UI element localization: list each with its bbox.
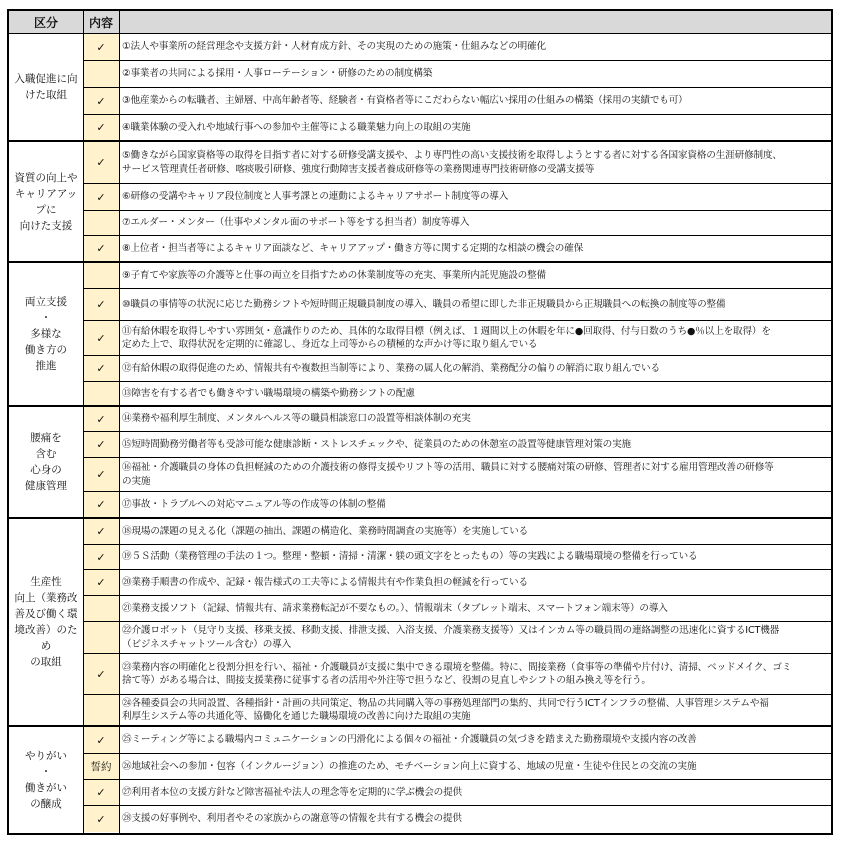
category-label: 生産性 向上（業務改 善及び働く環 境改善）のた め の取組 — [14, 576, 78, 668]
check-cell: ✓ — [83, 545, 119, 569]
check-cell: ✓ — [83, 407, 119, 431]
category-label: 腰痛を 含む 心身の 健康管理 — [25, 432, 67, 492]
measure-text: ⑰事故・トラブルへの対応マニュアル等の作成等の体制の整備 — [122, 498, 386, 510]
check-cell: ✓ — [83, 236, 119, 261]
measure-text: ③他産業からの転職者、主婦層、中高年齢者等、経験者・有資格者等にこだわらない幅広い採用の仕組みの構築（採用の実績でも可） — [122, 95, 688, 107]
measure-text: ㉔各種委員会の共同設置、各種指針・計画の共同策定、物品の共同購入等の事務処理部門の集約、共同で行うICTインフラの整備、人事管理システムや福 利厚生システム等の共通化等、協働化を通じた職場環境の改善に向けた取組の実施 — [122, 697, 769, 722]
category-label: 入職促進に向 けた取組 — [14, 73, 78, 101]
check-cell — [83, 263, 119, 288]
measure-text: ⑤働きながら国家資格等の取得を目指す者に対する研修受講支援や、より専門性の高い支援技術を取得しようとする者に対する各国家資格の生涯研修制度、 サービス管理責任者研修、喀痰吸引研修、強度行動障害支援者養成研修等の業務関連専門技術研修の受講支援等 — [122, 150, 782, 175]
header-category: 区分 — [9, 11, 83, 33]
check-cell: ✓ — [83, 184, 119, 210]
measure-text: ⑪有給休暇を取得しやすい雰囲気・意識作りのため、具体的な取得目標（例えば、１週間以上の休暇を年に●回取得、付与日数のうち●％以上を取得）を 定めた上で、取得状況を定期的に確認し、身近な上司等からの積極的な声かけ等に取り組んでいる — [122, 325, 771, 350]
measure-text: ④職業体験の受入れや地域行事への参加や主催等による職業魅力向上の取組の実施 — [122, 121, 471, 133]
check-cell: ✓ — [83, 458, 119, 491]
check-cell: ✓ — [83, 806, 119, 832]
header-content: 内容 — [83, 11, 119, 33]
measure-text: ⑩職員の事情等の状況に応じた勤務シフトや短時間正規職員制度の導入、職員の希望に即した非正規職員から正規職員への転換の制度等の整備 — [122, 298, 726, 310]
check-cell: ✓ — [83, 492, 119, 517]
check-cell — [83, 596, 119, 621]
measure-text: ⑫有給休暇の取得促進のため、情報共有や複数担当制等により、業務の属人化の解消、業務配分の偏りの解消に取り組んでいる — [122, 362, 660, 374]
measures-table — [7, 9, 833, 835]
check-cell: ✓ — [83, 88, 119, 114]
check-cell: ✓ — [83, 519, 119, 544]
check-cell: ✓ — [83, 142, 119, 183]
column-divider — [119, 11, 120, 833]
check-cell: ✓ — [83, 654, 119, 694]
check-cell — [83, 61, 119, 87]
measure-text: ㉕ミーティング等による職場内コミュニケーションの円滑化による個々の福祉・介護職員の気づきを踏まえた勤務環境や支援内容の改善 — [122, 734, 697, 746]
category-label: 資質の向上や キャリアアップに 向けた支援 — [14, 171, 78, 232]
check-cell: 誓約 — [83, 754, 119, 779]
measure-text: ㉒介護ロボット（見守り支援、移乗支援、移動支援、排泄支援、入浴支援、介護業務支援等）又はインカム等の職員間の連絡調整の迅速化に資するICT機器 （ビジネスチャットツール含む）の導入 — [122, 625, 780, 650]
measure-text: ⑱現場の課題の見える化（課題の抽出、課題の構造化、業務時間調査の実施等）を実施している — [122, 525, 529, 537]
measure-text: ⑧上位者・担当者等によるキャリア面談など、キャリアアップ・働き方等に関する定期的な相談の機会の確保 — [122, 242, 584, 254]
measure-text: ㉖地域社会への参加・包容（インクルージョン）の推進のため、モチベーション向上に資する、地域の児童・生徒や住民との交流の実施 — [122, 760, 697, 772]
measure-text: ②事業者の共同による採用・人事ローテーション・研修のための制度構築 — [122, 68, 433, 80]
check-cell: ✓ — [83, 115, 119, 140]
measure-text: ㉓業務内容の明確化と役割分担を行い、福祉・介護職員が支援に集中できる環境を整備。特に、間接業務（食事等の準備や片付け、清掃、ベッドメイク、ゴミ 捨て等）がある場合は、間接支援業務に従事する者の活用や外注等で担うなど、役割の見直しやシフトの組み換え等を行う。 — [122, 661, 792, 686]
check-cell: ✓ — [83, 321, 119, 355]
header-blank — [119, 11, 831, 33]
measure-text: ⑲５Ｓ活動（業務管理の手法の１つ。整理・整頓・清掃・清潔・躾の頭文字をとったもの）等の実践による職場環境の整備を行っている — [122, 551, 698, 563]
check-cell: ✓ — [83, 432, 119, 457]
check-cell: ✓ — [83, 570, 119, 595]
measure-text: ⑬障害を有する者でも働きやすい職場環境の構築や勤務シフトの配慮 — [122, 387, 415, 399]
measure-text: ㉗利用者本位の支援方針など障害福祉や法人の理念等を定期的に学ぶ機会の提供 — [122, 786, 462, 798]
measure-text: ⑮短時間勤務労働者等も受診可能な健康診断・ストレスチェックや、従業員のための休憩室の設置等健康管理対策の実施 — [122, 438, 632, 450]
check-cell — [83, 622, 119, 653]
measure-text: ⑥研修の受講やキャリア段位制度と人事考課との連動によるキャリアサポート制度等の導入 — [122, 191, 509, 203]
check-cell: ✓ — [83, 34, 119, 60]
measure-text: ⑭業務や福利厚生制度、メンタルヘルス等の職員相談窓口の設置等相談体制の充実 — [122, 413, 471, 425]
column-divider — [83, 11, 84, 833]
check-cell: ✓ — [83, 289, 119, 320]
measure-text: ⑯福祉・介護職員の身体の負担軽減のための介護技術の修得支援やリフト等の活用、職員に対する腰痛対策の研修、管理者に対する雇用管理改善の研修等 の実施 — [122, 462, 774, 487]
measure-text: ㉘支援の好事例や、利用者やその家族からの謝意等の情報を共有する機会の提供 — [122, 813, 462, 825]
measure-text: ⑳業務手順書の作成や、記録・報告様式の工夫等による情報共有や作業負担の軽減を行っている — [122, 576, 528, 588]
category-label: やりがい ・ 働きがい の醸成 — [25, 749, 67, 810]
measure-text: ①法人や事業所の経営理念や支援方針・人材育成方針、その実現のための施策・仕組みなどの明確化 — [122, 41, 546, 53]
check-cell: ✓ — [83, 727, 119, 753]
check-cell: ✓ — [83, 356, 119, 381]
measure-text: ⑦エルダー・メンター（仕事やメンタル面のサポート等をする担当者）制度等導入 — [122, 217, 470, 229]
check-cell — [83, 382, 119, 405]
category-label: 両立支援 ・ 多様な 働き方の 推進 — [25, 296, 67, 372]
measure-text: ⑨子育てや家族等の介護等と仕事の両立を目指すための休業制度等の充実、事業所内託児施設の整備 — [122, 269, 546, 281]
measure-text: ㉑業務支援ソフト（記録、情報共有、請求業務転記が不要なもの。）、情報端末（タブレット端末、スマートフォン端末等）の導入 — [122, 602, 668, 614]
check-cell: ✓ — [83, 780, 119, 805]
check-cell — [83, 211, 119, 235]
check-cell — [83, 695, 119, 725]
